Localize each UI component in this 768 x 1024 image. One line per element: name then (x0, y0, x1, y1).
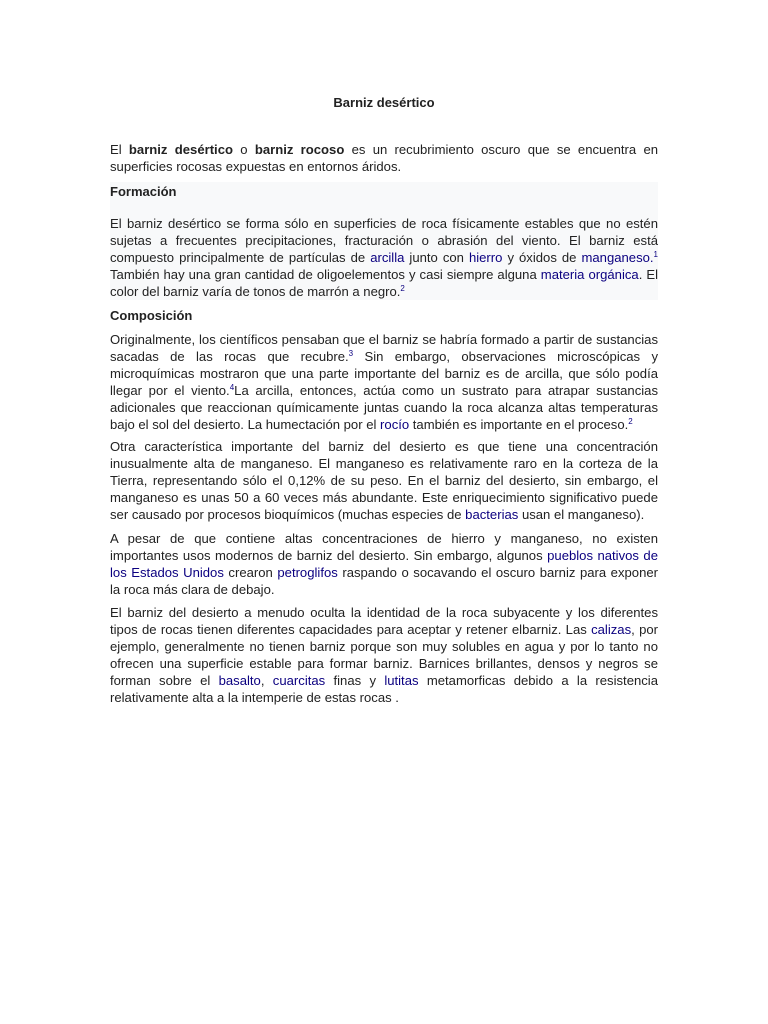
composicion-paragraph-1: Originalmente, los científicos pensaban que el barniz se habría formado a partir de sustancias sacadas de las rocas que recubre.$^3$ Sin embargo, observaciones microscópicas y microquímicas mostraron que una parte importante del barniz es de arcilla, que sólo podía llegar por el viento.$^4$La arcilla, entonces, actúa como un sustrato para atrapar sustancias adicionales que reaccionan químicamente juntas cuando la roca alcanza altas temperaturas bajo el sol del desierto. La humectación por el rocío también es importante en el proceso.$^2$ (110, 332, 658, 432)
footnote-ref-2b[interactable]: 2 (628, 417, 633, 426)
term-barniz-desertico: barniz desértico (128, 142, 233, 157)
link-manganeso[interactable]: manganeso. (581, 250, 654, 265)
formacion-paragraph: El barniz desértico se forma sólo en superficies de roca físicamente estables que no estén sujetas a frecuentes precipitaciones, fracturación o abrasión del viento. El barniz está compuesto principalmente de partículas de arcilla junto con hierro y óxidos de manganeso.$^1$ También hay una gran cantidad de oligoelementos y casi siempre alguna materia orgánica. El color del barniz varía de tonos de marrón a negro.$^2$ (110, 216, 659, 299)
link-pueblos-nativos[interactable]: pueblos nativos de los Estados Unidos (110, 548, 659, 580)
link-bacterias[interactable]: bacterias (465, 507, 519, 522)
heading-composicion: Composición (110, 308, 193, 323)
footnote-ref-1[interactable]: 1 (653, 250, 658, 259)
link-petroglifos[interactable]: petroglifos (277, 565, 338, 580)
link-cuarcitas[interactable]: cuarcitas (272, 673, 326, 688)
link-hierro[interactable]: hierro (468, 250, 503, 265)
footnote-ref-4[interactable]: 4 (229, 383, 235, 392)
link-arcilla[interactable]: arcilla (370, 250, 405, 265)
composicion-paragraph-4: El barniz del desierto a menudo oculta la identidad de la roca subyacente y los diferentes tipos de rocas tienen diferentes capacidades para aceptar y retener elbarniz. Las calizas, por ejemplo, generalmente no tienen barniz porque son muy solubles en agua y por lo tanto no ofrecen una superficie estable para formar barniz. Barnices brillantes, densos y negros se forman sobre el basalto, cuarcitas finas y lutitas metamorficas debido a la resistencia relativamente alta a la intemperie de estas rocas . (110, 605, 658, 705)
composicion-paragraph-2: Otra característica importante del barniz del desierto es que tiene una concentración inusualmente alta de manganeso. El manganeso es relativamente raro en la corteza de la Tierra, representando sólo el 0,12% de su peso. En el barniz del desierto, sin embargo, el manganeso es unas 50 a 60 veces más abundante. Este enriquecimiento significativo puede ser causado por procesos bioquímicos (muchas especies de bacterias usan el manganeso). (110, 439, 658, 522)
intro-paragraph: El barniz desértico o barniz rocoso es un recubrimiento oscuro que se encuentra en superficies rocosas expuestas en entornos áridos. (110, 142, 659, 174)
page-title: Barniz desértico (333, 95, 435, 110)
composicion-paragraph-3: A pesar de que contiene altas concentraciones de hierro y manganeso, no existen importantes usos modernos de barniz del desierto. Sin embargo, algunos pueblos nativos de los Estados Unidos crearon petroglifos raspando o socavando el oscuro barniz para exponer la roca más clara de debajo. (110, 531, 659, 597)
link-calizas[interactable]: calizas (591, 622, 632, 637)
link-rocio[interactable]: rocío (380, 417, 410, 432)
link-materia-organica[interactable]: materia orgánica (540, 267, 639, 282)
term-barniz-rocoso: barniz rocoso (254, 142, 345, 157)
link-basalto[interactable]: basalto (218, 673, 261, 688)
footnote-ref-3[interactable]: 3 (348, 349, 354, 358)
link-lutitas[interactable]: lutitas (384, 673, 419, 688)
footnote-ref-2[interactable]: 2 (400, 284, 405, 293)
heading-formacion: Formación (110, 184, 177, 199)
